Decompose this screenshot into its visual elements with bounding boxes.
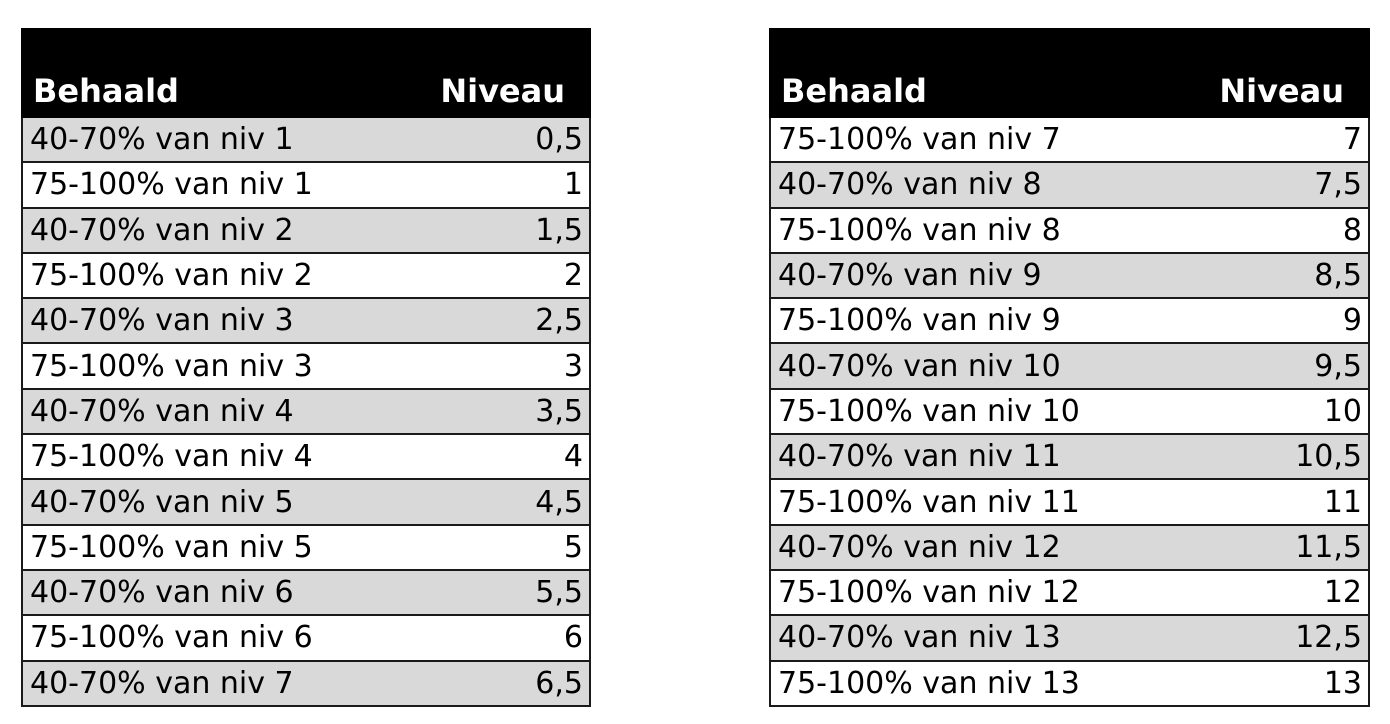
behaald-cell: 40-70% van niv 8: [770, 162, 1190, 207]
table-header-row: [22, 29, 590, 117]
header-niveau: Niveau: [1190, 29, 1369, 117]
behaald-cell: 40-70% van niv 4: [22, 389, 422, 434]
table-header-row: [770, 29, 1369, 117]
behaald-cell: 75-100% van niv 4: [22, 434, 422, 479]
table-body: [770, 117, 1369, 706]
behaald-cell: 40-70% van niv 13: [770, 615, 1190, 660]
niveau-cell: 7: [1190, 117, 1369, 162]
table-row: [22, 389, 590, 434]
niveau-cell: 3,5: [422, 389, 590, 434]
behaald-cell: 75-100% van niv 12: [770, 570, 1190, 615]
table-row: [22, 479, 590, 524]
niveau-cell: 10: [1190, 389, 1369, 434]
niveau-cell: 9,5: [1190, 343, 1369, 388]
behaald-cell: 75-100% van niv 3: [22, 343, 422, 388]
behaald-cell: 75-100% van niv 8: [770, 208, 1190, 253]
table-row: [22, 570, 590, 615]
table-row: [770, 525, 1369, 570]
niveau-cell: 8: [1190, 208, 1369, 253]
behaald-cell: 75-100% van niv 2: [22, 253, 422, 298]
table-row: [770, 434, 1369, 479]
niveau-cell: 6,5: [422, 661, 590, 706]
behaald-cell: 40-70% van niv 6: [22, 570, 422, 615]
grade-table-left: [21, 28, 591, 707]
table-row: [22, 117, 590, 162]
table-row: [770, 661, 1369, 706]
behaald-cell: 40-70% van niv 2: [22, 208, 422, 253]
header-niveau: Niveau: [422, 29, 590, 117]
behaald-cell: 40-70% van niv 7: [22, 661, 422, 706]
behaald-cell: 75-100% van niv 7: [770, 117, 1190, 162]
niveau-cell: 6: [422, 615, 590, 660]
behaald-cell: 75-100% van niv 9: [770, 298, 1190, 343]
header-behaald: Behaald: [770, 29, 1190, 117]
behaald-cell: 75-100% van niv 1: [22, 162, 422, 207]
niveau-cell: 2: [422, 253, 590, 298]
table-row: [770, 343, 1369, 388]
behaald-cell: 40-70% van niv 9: [770, 253, 1190, 298]
niveau-cell: 8,5: [1190, 253, 1369, 298]
behaald-cell: 40-70% van niv 12: [770, 525, 1190, 570]
table-row: [22, 298, 590, 343]
grade-table-right: [769, 28, 1370, 707]
niveau-cell: 2,5: [422, 298, 590, 343]
niveau-cell: 4,5: [422, 479, 590, 524]
table-row: [770, 298, 1369, 343]
niveau-cell: 1: [422, 162, 590, 207]
table-row: [22, 162, 590, 207]
table-row: [22, 525, 590, 570]
niveau-cell: 9: [1190, 298, 1369, 343]
behaald-cell: 40-70% van niv 11: [770, 434, 1190, 479]
behaald-cell: 40-70% van niv 5: [22, 479, 422, 524]
table-row: [770, 479, 1369, 524]
header-behaald: Behaald: [22, 29, 422, 117]
behaald-cell: 75-100% van niv 10: [770, 389, 1190, 434]
niveau-cell: 11,5: [1190, 525, 1369, 570]
niveau-cell: 13: [1190, 661, 1369, 706]
behaald-cell: 75-100% van niv 5: [22, 525, 422, 570]
table-row: [770, 615, 1369, 660]
behaald-cell: 75-100% van niv 6: [22, 615, 422, 660]
behaald-cell: 75-100% van niv 13: [770, 661, 1190, 706]
niveau-cell: 10,5: [1190, 434, 1369, 479]
table-row: [22, 208, 590, 253]
niveau-cell: 4: [422, 434, 590, 479]
behaald-cell: 40-70% van niv 10: [770, 343, 1190, 388]
niveau-cell: 3: [422, 343, 590, 388]
behaald-cell: 40-70% van niv 3: [22, 298, 422, 343]
table-row: [770, 253, 1369, 298]
niveau-cell: 0,5: [422, 117, 590, 162]
niveau-cell: 1,5: [422, 208, 590, 253]
table-row: [770, 162, 1369, 207]
table-row: [22, 661, 590, 706]
niveau-cell: 5,5: [422, 570, 590, 615]
niveau-cell: 7,5: [1190, 162, 1369, 207]
niveau-cell: 11: [1190, 479, 1369, 524]
niveau-cell: 5: [422, 525, 590, 570]
table-row: [770, 117, 1369, 162]
niveau-cell: 12,5: [1190, 615, 1369, 660]
niveau-cell: 12: [1190, 570, 1369, 615]
table-row: [22, 253, 590, 298]
table-row: [770, 570, 1369, 615]
table-row: [22, 615, 590, 660]
behaald-cell: 40-70% van niv 1: [22, 117, 422, 162]
behaald-cell: 75-100% van niv 11: [770, 479, 1190, 524]
table-row: [770, 389, 1369, 434]
table-row: [22, 343, 590, 388]
table-body: [22, 117, 590, 706]
table-row: [22, 434, 590, 479]
table-row: [770, 208, 1369, 253]
